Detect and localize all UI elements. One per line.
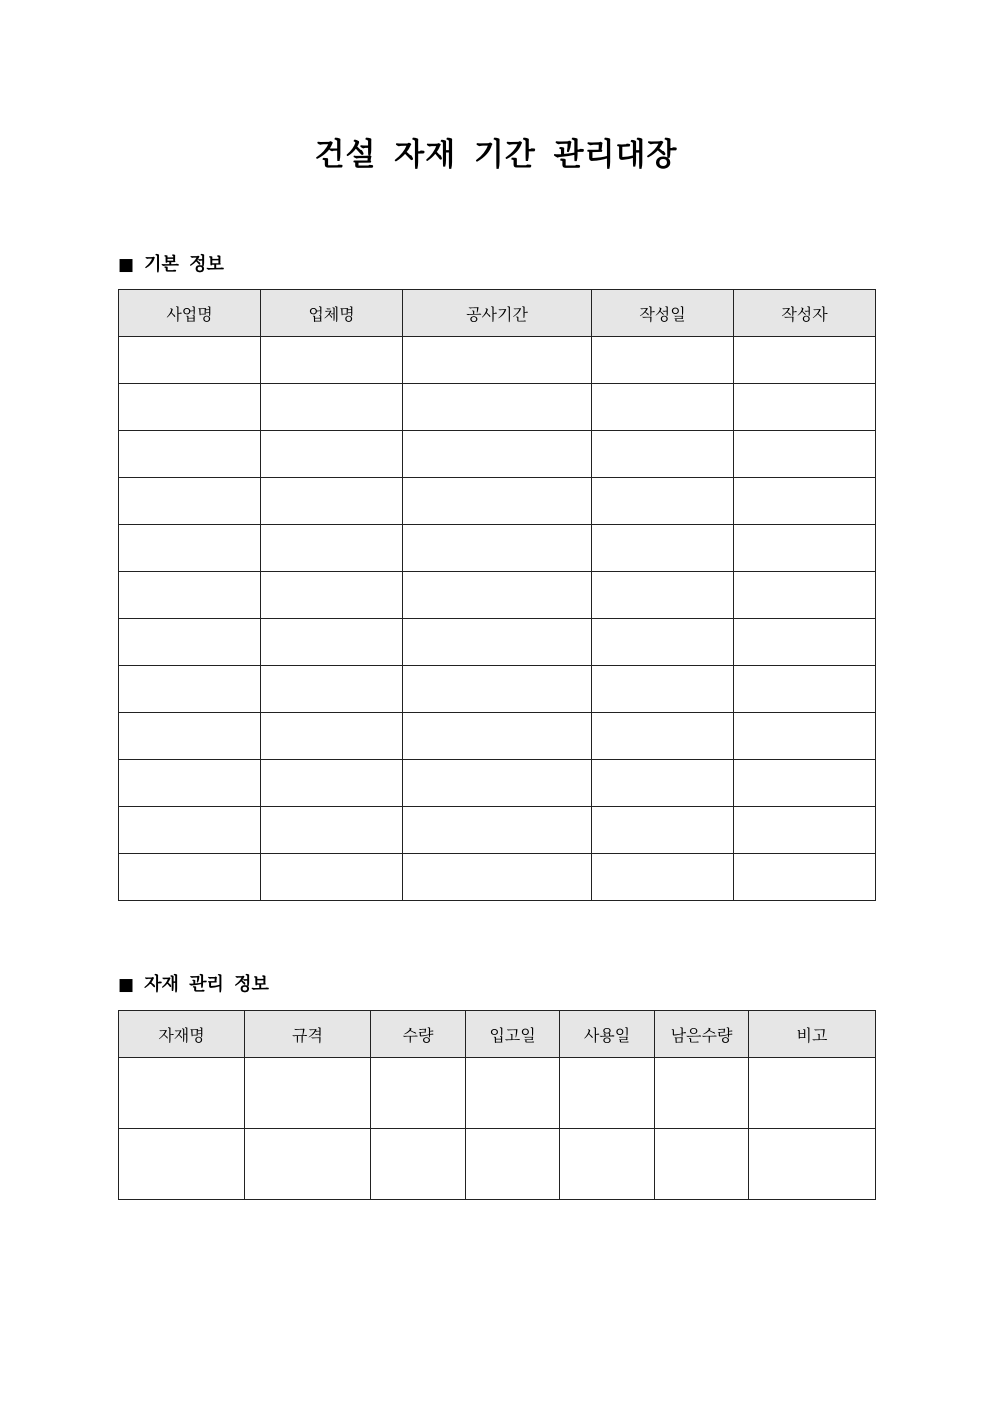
table-cell[interactable]	[734, 807, 876, 854]
table-cell[interactable]	[119, 1129, 245, 1200]
table-cell[interactable]	[734, 760, 876, 807]
table-cell[interactable]	[592, 384, 734, 431]
table-cell[interactable]	[592, 525, 734, 572]
table-cell[interactable]	[261, 854, 403, 901]
table-cell[interactable]	[119, 431, 261, 478]
table-cell[interactable]	[119, 572, 261, 619]
table-row	[119, 713, 876, 760]
table-row	[119, 572, 876, 619]
table-row	[119, 854, 876, 901]
table-cell[interactable]	[592, 619, 734, 666]
basic-info-table-body	[119, 337, 876, 901]
table-cell[interactable]	[119, 854, 261, 901]
table-cell[interactable]	[119, 713, 261, 760]
table-cell[interactable]	[592, 478, 734, 525]
table-cell[interactable]	[119, 525, 261, 572]
table-cell[interactable]	[734, 619, 876, 666]
basic-info-table	[118, 289, 876, 901]
table-cell[interactable]	[592, 337, 734, 384]
table-row	[119, 337, 876, 384]
table-cell[interactable]	[261, 525, 403, 572]
table-cell[interactable]	[734, 572, 876, 619]
table-cell[interactable]	[592, 666, 734, 713]
table-cell[interactable]	[734, 854, 876, 901]
table-cell[interactable]	[592, 854, 734, 901]
table-cell[interactable]	[403, 713, 592, 760]
table-row	[119, 760, 876, 807]
table-cell[interactable]	[119, 384, 261, 431]
basic-info-heading-label: 기본 정보	[144, 254, 224, 275]
table-cell[interactable]	[734, 525, 876, 572]
table-cell[interactable]	[119, 1058, 245, 1129]
column-header-company-name: 업체명	[261, 290, 403, 337]
document-title: 건설 자재 기간 관리대장	[314, 137, 678, 173]
column-header-received-date: 입고일	[466, 1011, 560, 1058]
table-cell[interactable]	[261, 337, 403, 384]
table-cell[interactable]	[403, 572, 592, 619]
table-cell[interactable]	[403, 384, 592, 431]
square-bullet-icon: ■	[118, 255, 135, 275]
table-row	[119, 619, 876, 666]
table-cell[interactable]	[734, 666, 876, 713]
column-header-remaining-quantity: 남은수량	[655, 1011, 749, 1058]
column-header-material-name: 자재명	[119, 1011, 245, 1058]
table-cell[interactable]	[466, 1129, 560, 1200]
table-cell[interactable]	[403, 478, 592, 525]
table-cell[interactable]	[734, 478, 876, 525]
table-row	[119, 807, 876, 854]
table-cell[interactable]	[403, 760, 592, 807]
table-row	[119, 666, 876, 713]
table-cell[interactable]	[403, 619, 592, 666]
table-cell[interactable]	[592, 760, 734, 807]
table-cell[interactable]	[371, 1129, 466, 1200]
table-cell[interactable]	[403, 854, 592, 901]
table-cell[interactable]	[261, 619, 403, 666]
table-cell[interactable]	[119, 807, 261, 854]
table-cell[interactable]	[734, 713, 876, 760]
table-cell[interactable]	[749, 1058, 876, 1129]
column-header-quantity: 수량	[371, 1011, 466, 1058]
table-cell[interactable]	[592, 713, 734, 760]
table-cell[interactable]	[655, 1058, 749, 1129]
table-cell[interactable]	[592, 431, 734, 478]
table-cell[interactable]	[245, 1129, 371, 1200]
table-cell[interactable]	[403, 525, 592, 572]
table-cell[interactable]	[261, 760, 403, 807]
basic-info-heading	[118, 253, 224, 277]
table-cell[interactable]	[119, 478, 261, 525]
column-header-remarks: 비고	[749, 1011, 876, 1058]
table-header-row	[119, 1011, 876, 1058]
material-info-table	[118, 1010, 876, 1200]
table-cell[interactable]	[119, 760, 261, 807]
table-cell[interactable]	[734, 431, 876, 478]
table-cell[interactable]	[403, 807, 592, 854]
table-row	[119, 1129, 876, 1200]
column-header-author: 작성자	[734, 290, 876, 337]
square-bullet-icon: ■	[118, 975, 135, 995]
table-cell[interactable]	[749, 1129, 876, 1200]
table-cell[interactable]	[560, 1129, 655, 1200]
table-cell[interactable]	[261, 478, 403, 525]
table-cell[interactable]	[261, 666, 403, 713]
material-info-heading	[118, 973, 269, 997]
table-cell[interactable]	[261, 807, 403, 854]
table-cell[interactable]	[261, 431, 403, 478]
table-header-row	[119, 290, 876, 337]
table-row	[119, 431, 876, 478]
table-cell[interactable]	[655, 1129, 749, 1200]
table-cell[interactable]	[261, 572, 403, 619]
table-row	[119, 525, 876, 572]
table-cell[interactable]	[403, 431, 592, 478]
table-row	[119, 478, 876, 525]
column-header-project-name: 사업명	[119, 290, 261, 337]
table-row	[119, 1058, 876, 1129]
table-cell[interactable]	[119, 337, 261, 384]
table-cell[interactable]	[119, 666, 261, 713]
table-cell[interactable]	[560, 1058, 655, 1129]
table-cell[interactable]	[734, 337, 876, 384]
table-cell[interactable]	[466, 1058, 560, 1129]
table-row	[119, 384, 876, 431]
column-header-created-date: 작성일	[592, 290, 734, 337]
table-cell[interactable]	[119, 619, 261, 666]
table-cell[interactable]	[261, 713, 403, 760]
table-cell[interactable]	[245, 1058, 371, 1129]
table-cell[interactable]	[371, 1058, 466, 1129]
column-header-used-date: 사용일	[560, 1011, 655, 1058]
column-header-construction-period: 공사기간	[403, 290, 592, 337]
table-cell[interactable]	[403, 337, 592, 384]
table-cell[interactable]	[261, 384, 403, 431]
table-cell[interactable]	[734, 384, 876, 431]
material-info-table-body	[119, 1058, 876, 1200]
table-cell[interactable]	[403, 666, 592, 713]
table-cell[interactable]	[592, 807, 734, 854]
column-header-specification: 규격	[245, 1011, 371, 1058]
table-cell[interactable]	[592, 572, 734, 619]
material-info-heading-label: 자재 관리 정보	[144, 974, 269, 995]
